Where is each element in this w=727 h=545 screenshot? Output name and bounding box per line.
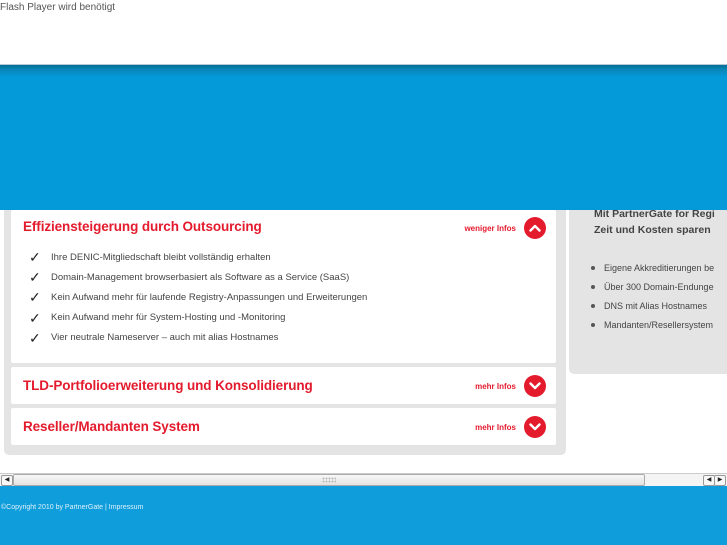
panel-title[interactable]: TLD-Portfolioerweiterung und Konsolidierung [23, 378, 313, 393]
checkmark-icon: ✓ [29, 289, 41, 306]
footer-text [1, 504, 143, 511]
sidebar-info-box [569, 210, 727, 374]
list-item [29, 287, 367, 307]
flash-player-notice: Flash Player wird benötigt [0, 2, 116, 13]
checkmark-icon: ✓ [29, 249, 41, 266]
sidebar-heading-line: Mit PartnerGate for Regi [594, 210, 715, 220]
checkmark-icon: ✓ [29, 329, 41, 346]
list-item-text: Kein Aufwand mehr für laufende Registry-Anpassungen und Erweiterungen [51, 291, 368, 303]
list-item [29, 308, 367, 328]
hero-banner [0, 65, 727, 210]
list-item: DNS mit Alias Hostnames [581, 296, 714, 315]
list-item [29, 267, 367, 287]
list-item: Eigene Akkreditierungen be [581, 258, 714, 277]
scroll-right-icon[interactable]: ▶ [714, 475, 726, 486]
list-item [29, 247, 367, 267]
chevron-down-icon[interactable] [524, 375, 546, 397]
list-item-text: Domain-Management browserbasiert als Software as a Service (SaaS) [51, 271, 350, 283]
footer-separator: | [103, 504, 109, 511]
chevron-down-icon[interactable] [524, 416, 546, 438]
scroll-left-icon[interactable]: ◀ [703, 475, 715, 486]
feature-checklist [29, 247, 367, 348]
less-info-toggle[interactable] [464, 217, 546, 239]
sidebar-heading [594, 210, 715, 238]
list-item-text: Kein Aufwand mehr für System-Hosting und -Monitoring [51, 312, 286, 324]
panel-title[interactable]: Effiziensteigerung durch Outsourcing [23, 219, 262, 234]
feature-accordion [4, 210, 566, 455]
list-item [29, 328, 367, 348]
footer [0, 486, 727, 545]
checkmark-icon: ✓ [29, 309, 41, 326]
sidebar-heading-line: Zeit und Kosten sparen [594, 224, 711, 236]
toggle-label[interactable]: weniger Infos [464, 223, 516, 233]
list-item-text: Ihre DENIC-Mitgliedschaft bleibt vollständig erhalten [51, 251, 271, 263]
scroll-left-icon[interactable]: ◀ [1, 475, 13, 486]
chevron-up-icon[interactable] [524, 217, 546, 239]
list-item-text: Vier neutrale Nameserver – auch mit alias Hostnames [51, 332, 279, 344]
grip-icon [322, 477, 336, 483]
toggle-label[interactable]: mehr Infos [475, 381, 516, 391]
more-info-toggle[interactable] [475, 375, 546, 397]
impressum-link[interactable]: Impressum [108, 504, 144, 511]
accordion-panel-tld-portfolio [11, 367, 556, 404]
horizontal-scrollbar[interactable] [0, 473, 727, 486]
accordion-panel-reseller [11, 408, 556, 445]
scrollbar-thumb[interactable] [13, 474, 645, 486]
toggle-label[interactable]: mehr Infos [475, 422, 516, 432]
list-item: Über 300 Domain-Endunge [581, 277, 714, 296]
list-item: Mandanten/Resellersystem [581, 315, 714, 334]
copyright-text: ©Copyright 2010 by PartnerGate [1, 504, 104, 511]
checkmark-icon: ✓ [29, 269, 41, 286]
sidebar-bullet-list [581, 258, 714, 334]
more-info-toggle[interactable] [475, 416, 546, 438]
panel-title[interactable]: Reseller/Mandanten System [23, 419, 200, 434]
accordion-panel-outsourcing [11, 210, 556, 363]
